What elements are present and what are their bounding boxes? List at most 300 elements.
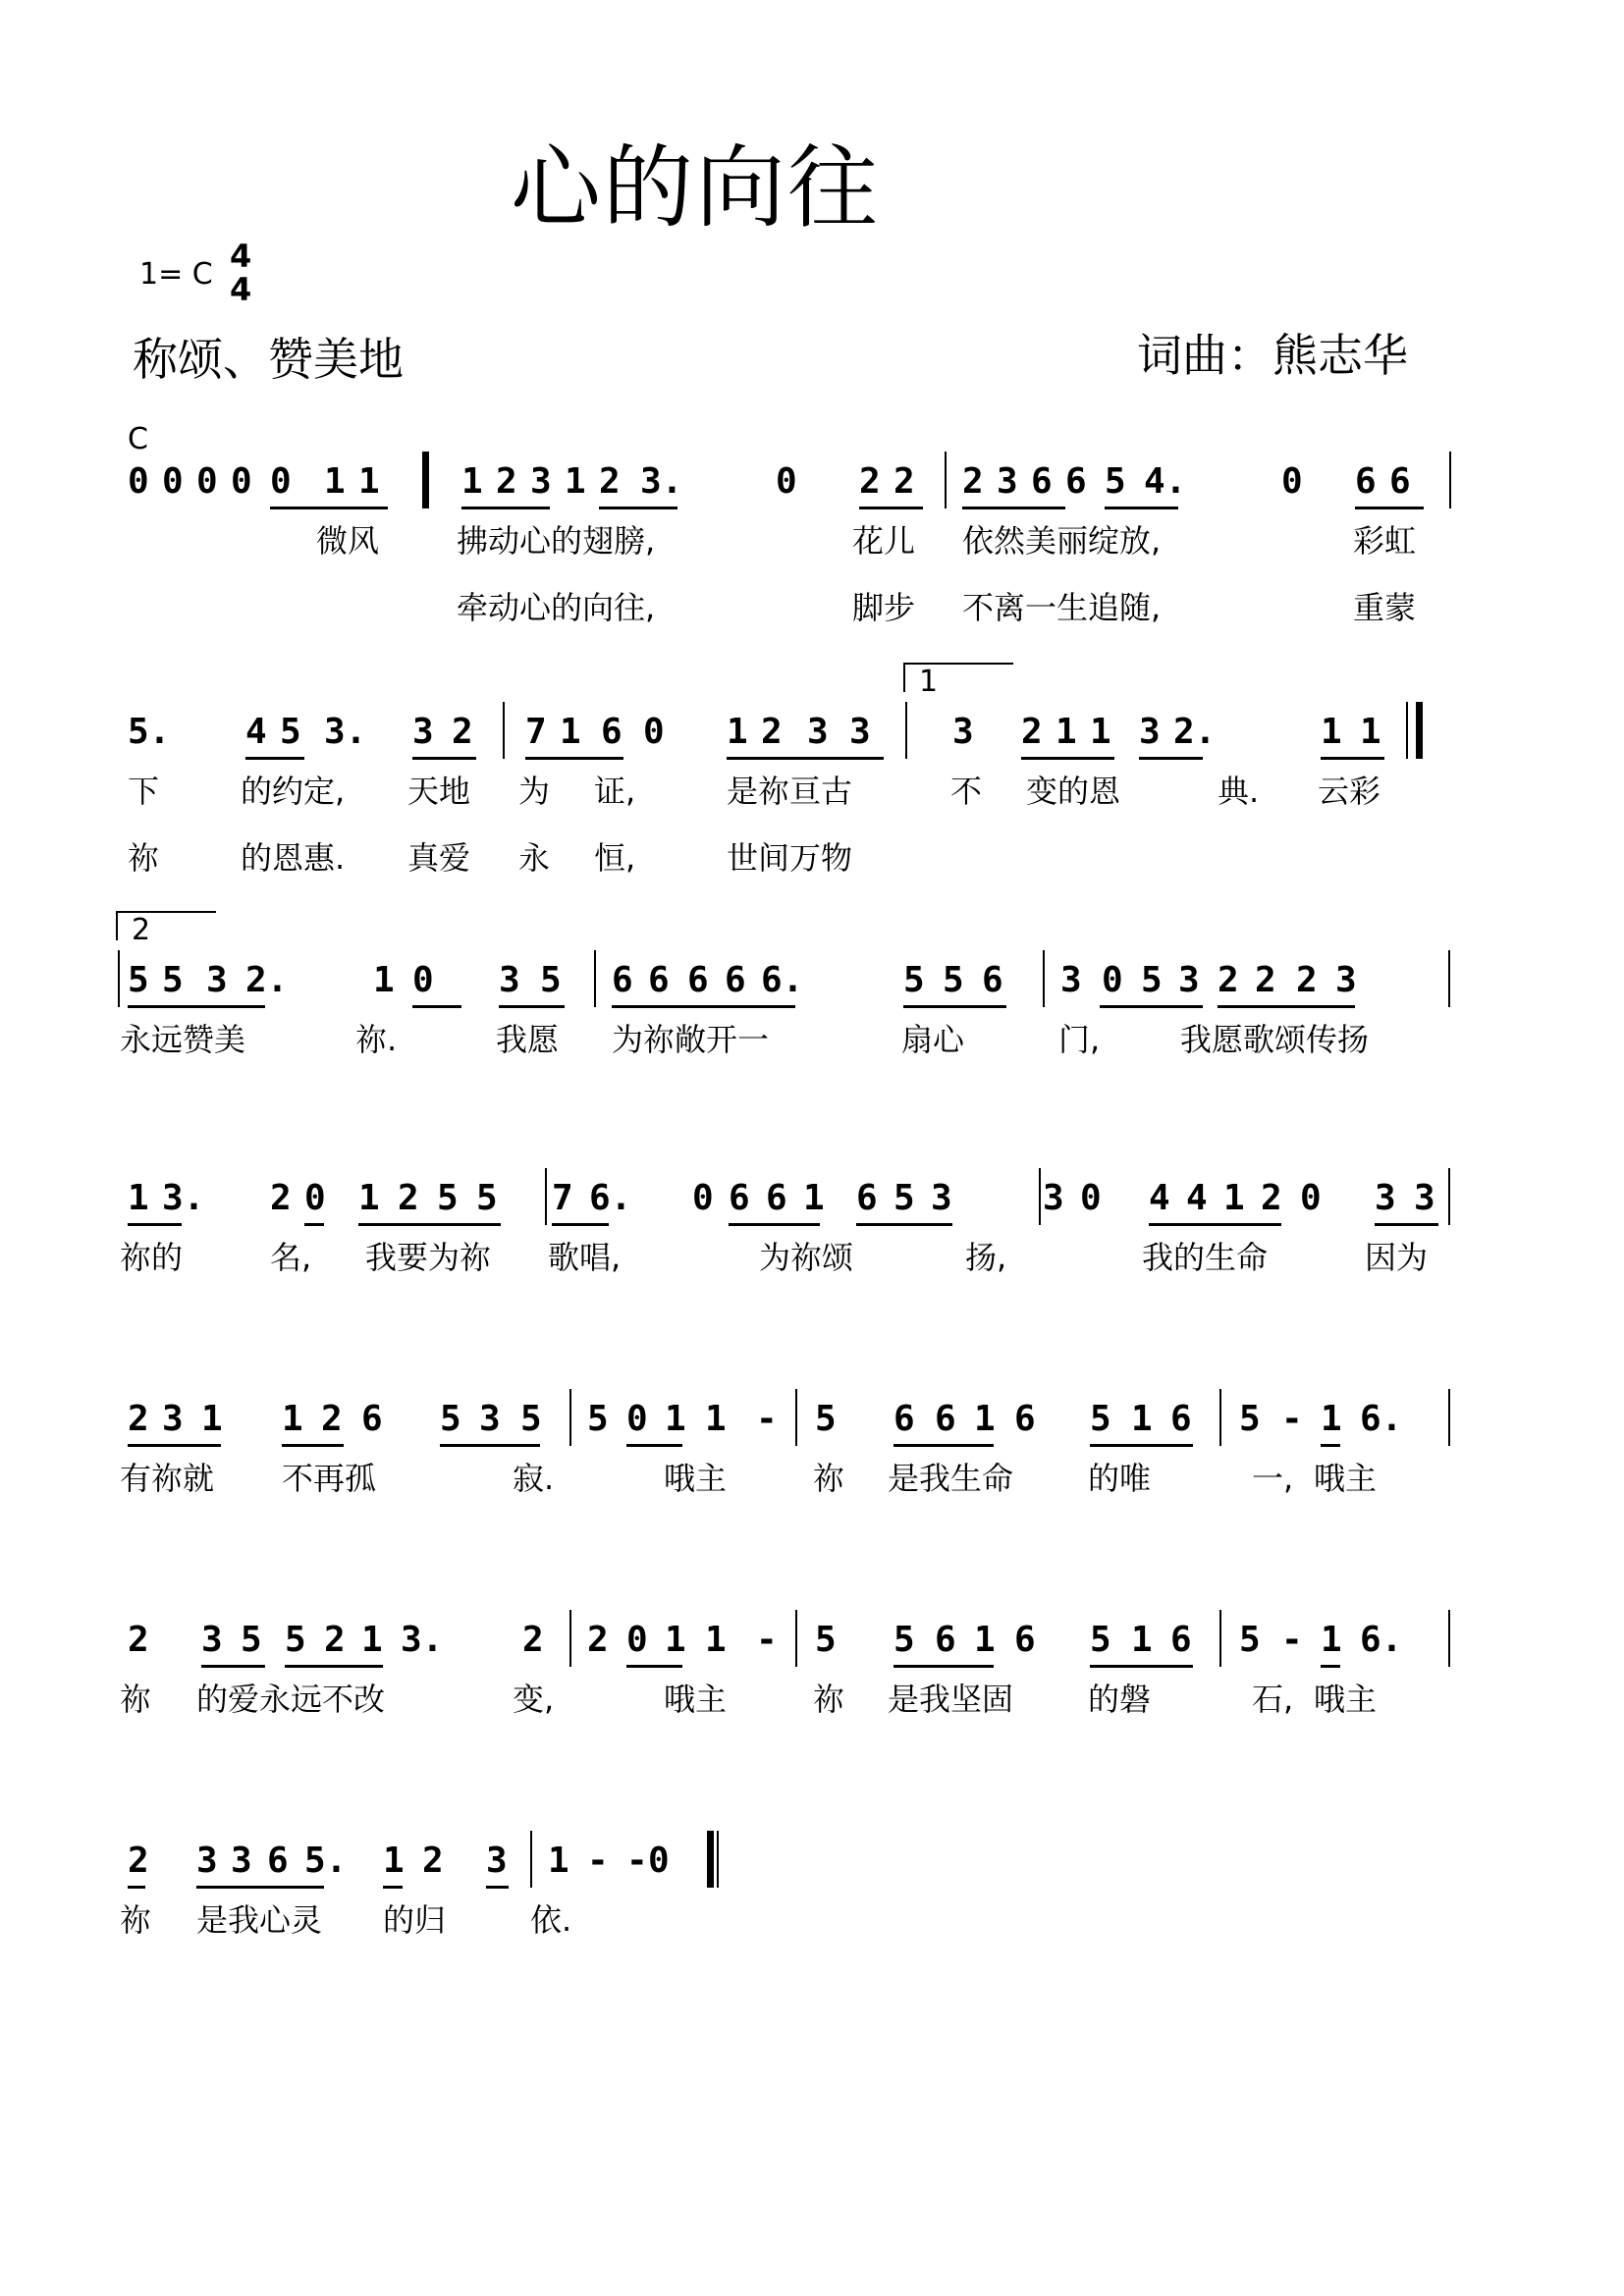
lyrics-verse-1 <box>0 1015 1624 1058</box>
note: 0 <box>648 1841 670 1881</box>
beam-underline <box>856 1223 952 1226</box>
lyric-word: 我愿歌颂传扬 <box>1180 1021 1370 1058</box>
note: 1 <box>560 712 581 752</box>
note: 2 <box>270 1178 292 1218</box>
note: 3 <box>1139 712 1161 752</box>
lyric-word: 我要为祢 <box>365 1239 492 1276</box>
note: 1 <box>665 1399 686 1439</box>
barline <box>118 950 120 1007</box>
lyric-word: 变的恩 <box>1026 773 1121 810</box>
beam-underline <box>599 507 677 509</box>
lyrics-verse-1 <box>0 1675 1624 1718</box>
note: 2 <box>398 1178 419 1218</box>
note: 3 <box>1414 1178 1435 1218</box>
lyric-word: 下 <box>128 773 160 810</box>
note: 6. <box>761 960 804 1000</box>
note: 1 <box>373 960 395 1000</box>
note: 2 <box>761 712 783 752</box>
note: 0 <box>196 461 218 502</box>
note: 6 <box>1170 1620 1192 1660</box>
note: 6. <box>1360 1620 1403 1660</box>
note: 2 <box>1255 960 1276 1000</box>
lyric-word: 为 <box>518 773 551 810</box>
note: 4. <box>1144 461 1187 502</box>
lyric-word: 哦主 <box>664 1681 728 1718</box>
notes-line <box>0 1399 1624 1458</box>
note: 4 <box>1186 1178 1208 1218</box>
beam-underline <box>1321 1665 1340 1668</box>
lyrics-verse-1 <box>0 767 1624 810</box>
note: 2 <box>962 461 984 502</box>
note: 6 <box>935 1620 956 1660</box>
note: 2 <box>128 1399 149 1439</box>
note: 3 <box>412 712 434 752</box>
note: 1 <box>1056 712 1077 752</box>
note: 6 <box>1065 461 1087 502</box>
note: 2 <box>1021 712 1043 752</box>
note: 2 <box>1218 960 1239 1000</box>
note: 2 <box>452 712 473 752</box>
note: - <box>587 1841 609 1881</box>
lyric-word: 依. <box>530 1901 572 1939</box>
note: 3. <box>640 461 683 502</box>
note: 6 <box>1014 1620 1036 1660</box>
note: 2 <box>324 1620 346 1660</box>
lyrics-verse-2 <box>0 583 1624 626</box>
note: 0 <box>231 461 252 502</box>
note: 6 <box>1170 1399 1192 1439</box>
note: 0 <box>692 1178 714 1218</box>
lyric-word: 牵动心的向往, <box>457 589 656 626</box>
note: 3 <box>162 1399 184 1439</box>
lyric-word: 的爱永远不改 <box>196 1681 386 1718</box>
note: - <box>626 1841 648 1881</box>
beam-underline <box>893 1665 994 1668</box>
note: 6 <box>1014 1399 1036 1439</box>
beam-underline <box>1021 757 1114 760</box>
lyric-word: 祢 <box>120 1901 152 1939</box>
lyric-word: 祢. <box>355 1021 398 1058</box>
beam-underline <box>525 757 623 760</box>
note: 0 <box>128 461 149 502</box>
lyric-word: 的恩惠. <box>241 839 346 877</box>
beam-underline <box>893 1444 994 1447</box>
note: 5 <box>903 960 925 1000</box>
note: 3 <box>1375 1178 1396 1218</box>
lyric-word: 永 <box>518 839 551 877</box>
note: 5 <box>1105 461 1126 502</box>
note: 4 <box>245 712 267 752</box>
note: 5. <box>128 712 171 752</box>
lyric-word: 歌唱, <box>548 1239 622 1276</box>
lyric-word: 为祢颂 <box>759 1239 854 1276</box>
note: 3 <box>196 1841 218 1881</box>
lyrics-verse-1 <box>0 516 1624 560</box>
note: 1 <box>358 1178 380 1218</box>
note: 0 <box>1281 461 1303 502</box>
note: 6 <box>856 1178 878 1218</box>
beam-underline <box>499 1005 565 1008</box>
beam-underline <box>358 1223 501 1226</box>
barline <box>717 1831 719 1888</box>
lyric-word: 我愿 <box>496 1021 560 1058</box>
note: 2 <box>496 461 517 502</box>
beam-underline <box>1139 757 1203 760</box>
note: 1 <box>361 1620 383 1660</box>
tempo-marking: 称颂、赞美地 <box>133 333 404 386</box>
note: 3 <box>530 461 552 502</box>
beam-underline <box>552 1223 609 1226</box>
barline <box>569 1389 571 1446</box>
note: 5 <box>476 1178 498 1218</box>
lyric-word: 典. <box>1218 773 1260 810</box>
note: 5 <box>1239 1399 1261 1439</box>
lyric-word: 脚步 <box>852 589 916 626</box>
beam-underline <box>727 757 884 760</box>
barline <box>422 452 429 508</box>
note: 7 <box>525 712 547 752</box>
note: 6 <box>612 960 633 1000</box>
barline <box>1448 1389 1450 1446</box>
beam-underline <box>461 507 550 509</box>
lyric-word: 的磐 <box>1088 1681 1152 1718</box>
lyric-word: 真爱 <box>407 839 471 877</box>
lyric-word: 不离一生追随, <box>962 589 1162 626</box>
lyric-word: 的唯 <box>1088 1460 1152 1497</box>
volta-bracket <box>116 911 216 947</box>
lyric-word: 石, <box>1252 1681 1294 1718</box>
note: 6. <box>1360 1399 1403 1439</box>
barline <box>1448 950 1450 1007</box>
note: 1 <box>1090 712 1111 752</box>
beam-underline <box>128 1444 221 1447</box>
note: - <box>756 1399 778 1439</box>
barline <box>503 702 505 759</box>
lyric-word: 因为 <box>1365 1239 1429 1276</box>
lyric-word: 祢 <box>128 839 160 877</box>
lyric-word: 哦主 <box>1314 1681 1378 1718</box>
note: 1 <box>1131 1399 1153 1439</box>
lyric-word: 寂. <box>513 1460 555 1497</box>
lyric-word: 为祢敞开一 <box>612 1021 770 1058</box>
note: 0 <box>162 461 184 502</box>
barline <box>1406 702 1408 759</box>
beam-underline <box>196 1886 324 1889</box>
lyric-word: 变, <box>513 1681 555 1718</box>
note: 1 <box>565 461 586 502</box>
note: 5 <box>440 1399 461 1439</box>
note: 0 <box>270 461 292 502</box>
notes-line <box>0 1620 1624 1679</box>
note: 0 <box>412 960 434 1000</box>
beam-underline <box>612 1005 795 1008</box>
note: 3 <box>1335 960 1357 1000</box>
note: 2 <box>128 1620 149 1660</box>
lyric-word: 证, <box>594 773 636 810</box>
note: 3 <box>231 1841 252 1881</box>
note: 0 <box>304 1178 326 1218</box>
notes-line <box>0 960 1624 1019</box>
lyric-word: 有祢就 <box>120 1460 215 1497</box>
time-signature-top: 4 <box>230 238 252 275</box>
notes-line <box>0 461 1624 520</box>
note: 1 <box>1360 712 1381 752</box>
note: 6 <box>601 712 623 752</box>
note: 1 <box>128 1178 149 1218</box>
note: 5 <box>437 1178 459 1218</box>
barline <box>1448 1168 1450 1225</box>
note: 1 <box>1321 1399 1342 1439</box>
note: 1 <box>461 461 483 502</box>
note: 3 <box>849 712 871 752</box>
lyric-word: 永远赞美 <box>120 1021 246 1058</box>
lyric-word: 花儿 <box>852 522 916 560</box>
barline <box>569 1610 571 1667</box>
note: 2 <box>522 1620 544 1660</box>
lyric-word: 彩虹 <box>1353 522 1417 560</box>
lyric-word: 是我心灵 <box>196 1901 323 1939</box>
lyric-word: 拂动心的翅膀, <box>457 522 656 560</box>
barline <box>1449 452 1451 508</box>
barline <box>1219 1610 1221 1667</box>
note: 1 <box>803 1178 825 1218</box>
barline <box>1043 950 1045 1007</box>
notes-line <box>0 1178 1624 1237</box>
note: 1 <box>324 461 346 502</box>
beam-underline <box>486 1886 509 1889</box>
note: 1 <box>383 1841 405 1881</box>
note: 3 <box>952 712 974 752</box>
note: 2 <box>128 1841 149 1881</box>
lyric-word: 重蒙 <box>1353 589 1417 626</box>
lyric-word: 世间万物 <box>727 839 853 877</box>
lyric-word: 名, <box>270 1239 312 1276</box>
note: 1 <box>358 461 380 502</box>
note: 5 <box>893 1178 915 1218</box>
barline <box>1219 1389 1221 1446</box>
beam-underline <box>1100 1005 1203 1008</box>
lyric-word: 祢的 <box>120 1239 184 1276</box>
key-signature: 1= C <box>139 257 213 292</box>
beam-underline <box>859 507 923 509</box>
lyric-word: 是祢亘古 <box>727 773 853 810</box>
beam-underline <box>962 507 1065 509</box>
note: 6 <box>1389 461 1411 502</box>
note: 2 <box>859 461 881 502</box>
barline <box>545 1168 547 1225</box>
note: 2 <box>893 461 915 502</box>
lyric-word: 哦主 <box>1314 1460 1378 1497</box>
note: 0 <box>626 1620 648 1660</box>
note: 0 <box>776 461 797 502</box>
note: 1 <box>705 1620 727 1660</box>
lyric-word: 是我坚固 <box>888 1681 1014 1718</box>
note: 2 <box>422 1841 444 1881</box>
beam-underline <box>1149 1223 1281 1226</box>
barline <box>707 1831 714 1888</box>
note: 1 <box>1131 1620 1153 1660</box>
note: 3 <box>931 1178 952 1218</box>
lyric-word: 不再孤 <box>282 1460 377 1497</box>
note: 0 <box>1080 1178 1102 1218</box>
note: 5. <box>304 1841 348 1881</box>
beam-underline <box>440 1444 540 1447</box>
note: 5 <box>1090 1620 1111 1660</box>
note: 6 <box>935 1399 956 1439</box>
note: 6. <box>589 1178 632 1218</box>
lyric-word: 扇心 <box>901 1021 965 1058</box>
beam-underline <box>304 1223 324 1226</box>
note: 1 <box>974 1620 996 1660</box>
lyric-word: 天地 <box>407 773 471 810</box>
barline <box>795 1610 797 1667</box>
chord-symbol: C <box>128 422 148 456</box>
note: 1 <box>548 1841 569 1881</box>
lyrics-verse-1 <box>0 1233 1624 1276</box>
beam-underline <box>412 757 476 760</box>
beam-underline <box>201 1665 265 1668</box>
note: 2 <box>587 1620 609 1660</box>
barline <box>1448 1610 1450 1667</box>
beam-underline <box>626 1665 682 1668</box>
note: 3 <box>206 960 228 1000</box>
volta-number: 2 <box>132 913 151 947</box>
note: 2 <box>1261 1178 1282 1218</box>
lyric-word: 一, <box>1252 1460 1294 1497</box>
beam-underline <box>285 1665 383 1668</box>
author-credit: 词曲：熊志华 <box>1137 329 1408 382</box>
beam-underline <box>626 1444 682 1447</box>
song-title: 心的向往 <box>511 135 881 240</box>
barline <box>945 452 947 508</box>
lyrics-verse-2 <box>0 833 1624 877</box>
note: 3. <box>401 1620 444 1660</box>
beam-underline <box>245 757 304 760</box>
note: 6 <box>725 960 746 1000</box>
note: 6 <box>1031 461 1053 502</box>
note: 6 <box>729 1178 750 1218</box>
note: 3 <box>486 1841 508 1881</box>
note: 5 <box>815 1399 837 1439</box>
note: 1 <box>974 1399 996 1439</box>
lyric-word: 是我生命 <box>888 1460 1014 1497</box>
note: 5 <box>128 960 149 1000</box>
lyric-word: 恒, <box>594 839 636 877</box>
note: 5 <box>1141 960 1163 1000</box>
note: 1 <box>282 1399 303 1439</box>
note: 1 <box>1321 1620 1342 1660</box>
volta-number: 1 <box>919 665 939 699</box>
beam-underline <box>412 1005 461 1008</box>
note: 3. <box>324 712 367 752</box>
beam-underline <box>1321 757 1384 760</box>
note: 1 <box>727 712 748 752</box>
barline <box>594 950 596 1007</box>
beam-underline <box>1355 507 1424 509</box>
lyric-word: 哦主 <box>664 1460 728 1497</box>
beam-underline <box>729 1223 820 1226</box>
lyric-word: 门, <box>1058 1021 1101 1058</box>
beam-underline <box>383 1886 403 1889</box>
note: 5 <box>943 960 964 1000</box>
note: 5 <box>587 1399 609 1439</box>
beam-underline <box>128 1223 182 1226</box>
barline <box>1039 1168 1041 1225</box>
beam-underline <box>270 507 388 509</box>
note: 1 <box>665 1620 686 1660</box>
note: 2 <box>1296 960 1318 1000</box>
note: 2. <box>245 960 289 1000</box>
note: 3 <box>997 461 1018 502</box>
lyric-word: 不 <box>950 773 983 810</box>
beam-underline <box>128 1886 145 1889</box>
lyric-word: 云彩 <box>1318 773 1381 810</box>
lyric-word: 的归 <box>383 1901 447 1939</box>
note: 5 <box>815 1620 837 1660</box>
note: 1 <box>1321 712 1342 752</box>
beam-underline <box>128 1005 265 1008</box>
note: 5 <box>285 1620 306 1660</box>
time-signature <box>230 240 251 306</box>
lyric-word: 扬, <box>965 1239 1007 1276</box>
note: 5 <box>893 1620 915 1660</box>
note: 5 <box>520 1399 542 1439</box>
lyrics-verse-1 <box>0 1896 1624 1939</box>
note: 0 <box>626 1399 648 1439</box>
beam-underline <box>903 1005 1006 1008</box>
note: 0 <box>643 712 665 752</box>
note: 2. <box>1173 712 1217 752</box>
notes-line <box>0 1841 1624 1899</box>
note: 5 <box>280 712 301 752</box>
note: 0 <box>1300 1178 1322 1218</box>
note: 3 <box>499 960 520 1000</box>
lyric-word: 祢 <box>120 1681 152 1718</box>
note: 3. <box>162 1178 205 1218</box>
beam-underline <box>1090 1444 1193 1447</box>
note: 6 <box>766 1178 787 1218</box>
lyric-word: 微风 <box>316 522 380 560</box>
note: 1 <box>705 1399 727 1439</box>
beam-underline <box>1375 1223 1438 1226</box>
lyric-word: 祢 <box>813 1681 845 1718</box>
note: 0 <box>1102 960 1123 1000</box>
lyric-word: 我的生命 <box>1142 1239 1269 1276</box>
lyric-word: 祢 <box>813 1460 845 1497</box>
beam-underline <box>1105 507 1178 509</box>
lyric-word: 的约定, <box>241 773 346 810</box>
barline <box>795 1389 797 1446</box>
note: 3 <box>479 1399 501 1439</box>
note: 2 <box>599 461 621 502</box>
note: 3 <box>1178 960 1200 1000</box>
note: 2 <box>321 1399 343 1439</box>
note: 7 <box>552 1178 573 1218</box>
volta-bracket <box>903 663 1013 699</box>
note: 1 <box>201 1399 223 1439</box>
note: 5 <box>1239 1620 1261 1660</box>
time-signature-bottom: 4 <box>230 271 252 308</box>
note: 5 <box>1090 1399 1111 1439</box>
note: 3 <box>1060 960 1082 1000</box>
beam-underline <box>1321 1444 1340 1447</box>
note: 6 <box>893 1399 915 1439</box>
barline <box>905 702 907 759</box>
note: 6 <box>648 960 670 1000</box>
beam-underline <box>1090 1665 1193 1668</box>
note: 6 <box>1355 461 1377 502</box>
lyric-word: 依然美丽绽放, <box>962 522 1162 560</box>
